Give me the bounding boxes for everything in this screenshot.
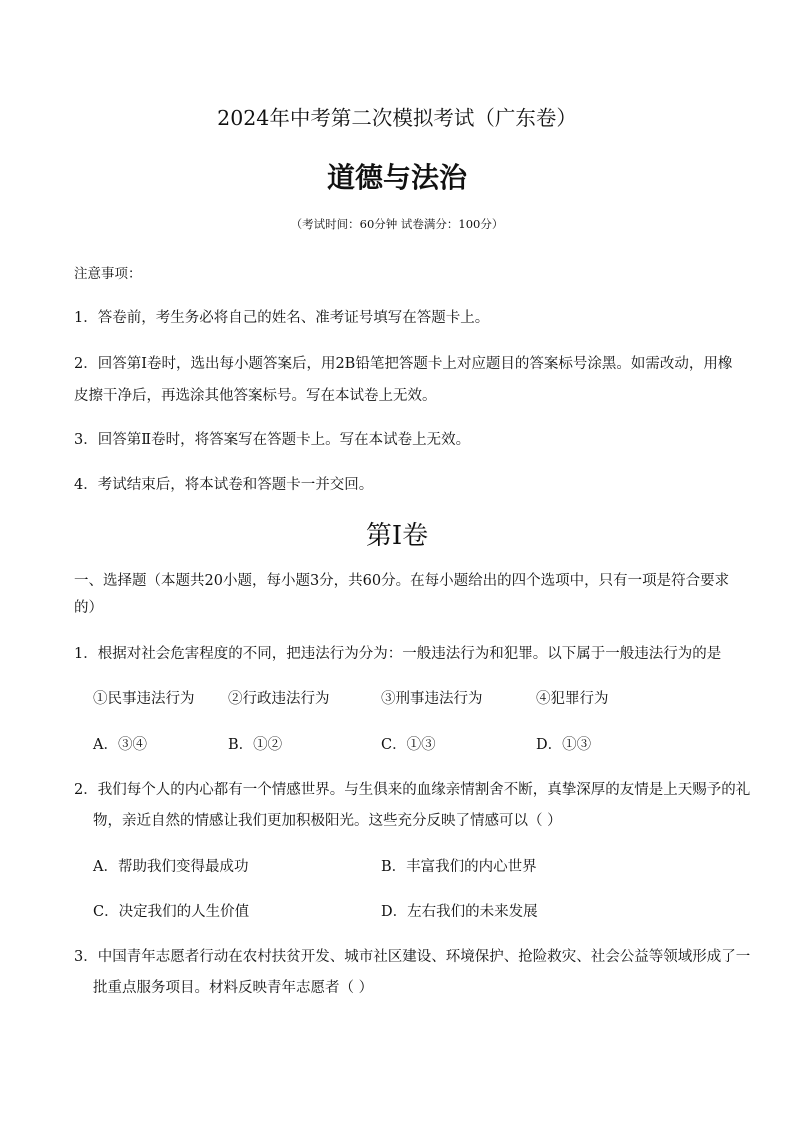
- note-item: 4．考试结束后，将本试卷和答题卡一并交回。: [74, 477, 374, 493]
- note-item: 1．答卷前，考生务必将自己的姓名、准考证号填写在答题卡上。: [74, 310, 490, 326]
- note-item: 3．回答第Ⅱ卷时，将答案写在答题卡上。写在本试卷上无效。: [74, 432, 471, 448]
- question-1-item: ②行政违法行为: [228, 691, 330, 707]
- question-3-stem: 3．中国青年志愿者行动在农村扶贫开发、城市社区建设、环境保护、抢险救灾、社会公益等领域形成了一: [74, 949, 751, 965]
- question-3-stem-continuation: 批重点服务项目。材料反映青年志愿者（ ）: [93, 980, 374, 996]
- note-item-continuation: 皮擦干净后，再选涂其他答案标号。写在本试卷上无效。: [74, 388, 437, 404]
- question-1-choice-d: D．①③: [536, 737, 592, 753]
- question-2-choice-c: C．决定我们的人生价值: [93, 904, 250, 920]
- question-1-item: ③刑事违法行为: [381, 691, 483, 707]
- note-item: 2．回答第Ⅰ卷时，选出每小题答案后，用2B铅笔把答题卡上对应题目的答案标号涂黑。如需改动，用橡: [74, 356, 733, 372]
- question-1-choice-a: A．③④: [93, 737, 147, 753]
- question-2-choice-d: D．左右我们的未来发展: [381, 904, 538, 920]
- exam-info: （考试时间：60分钟 试卷满分：100分）: [290, 217, 504, 231]
- question-1-item: ①民事违法行为: [93, 691, 195, 707]
- section-heading-continuation: 的）: [74, 600, 103, 616]
- subject-title: 道德与法治: [326, 161, 467, 194]
- question-2-choice-b: B．丰富我们的内心世界: [381, 859, 537, 875]
- question-1-item: ④犯罪行为: [536, 691, 609, 707]
- exam-title: 2024年中考第二次模拟考试（广东卷）: [217, 106, 577, 130]
- part-title: 第Ⅰ卷: [365, 521, 429, 551]
- notes-heading: 注意事项：: [74, 266, 142, 282]
- question-1-choice-b: B．①②: [228, 737, 283, 753]
- question-2-stem-continuation: 物，亲近自然的情感让我们更加积极阳光。这些充分反映了情感可以（ ）: [93, 813, 562, 829]
- question-2-choice-a: A．帮助我们变得最成功: [93, 859, 249, 875]
- question-2-stem: 2．我们每个人的内心都有一个情感世界。与生俱来的血缘亲情割舍不断，真挚深厚的友情是上天赐予的礼: [74, 782, 751, 798]
- question-1-stem: 1．根据对社会危害程度的不同，把违法行为分为：一般违法行为和犯罪。以下属于一般违法行为的是: [74, 646, 722, 662]
- section-heading: 一、选择题（本题共20小题，每小题3分，共60分。在每小题给出的四个选项中，只有一项是符合要求: [74, 573, 730, 589]
- question-1-choice-c: C．①③: [381, 737, 436, 753]
